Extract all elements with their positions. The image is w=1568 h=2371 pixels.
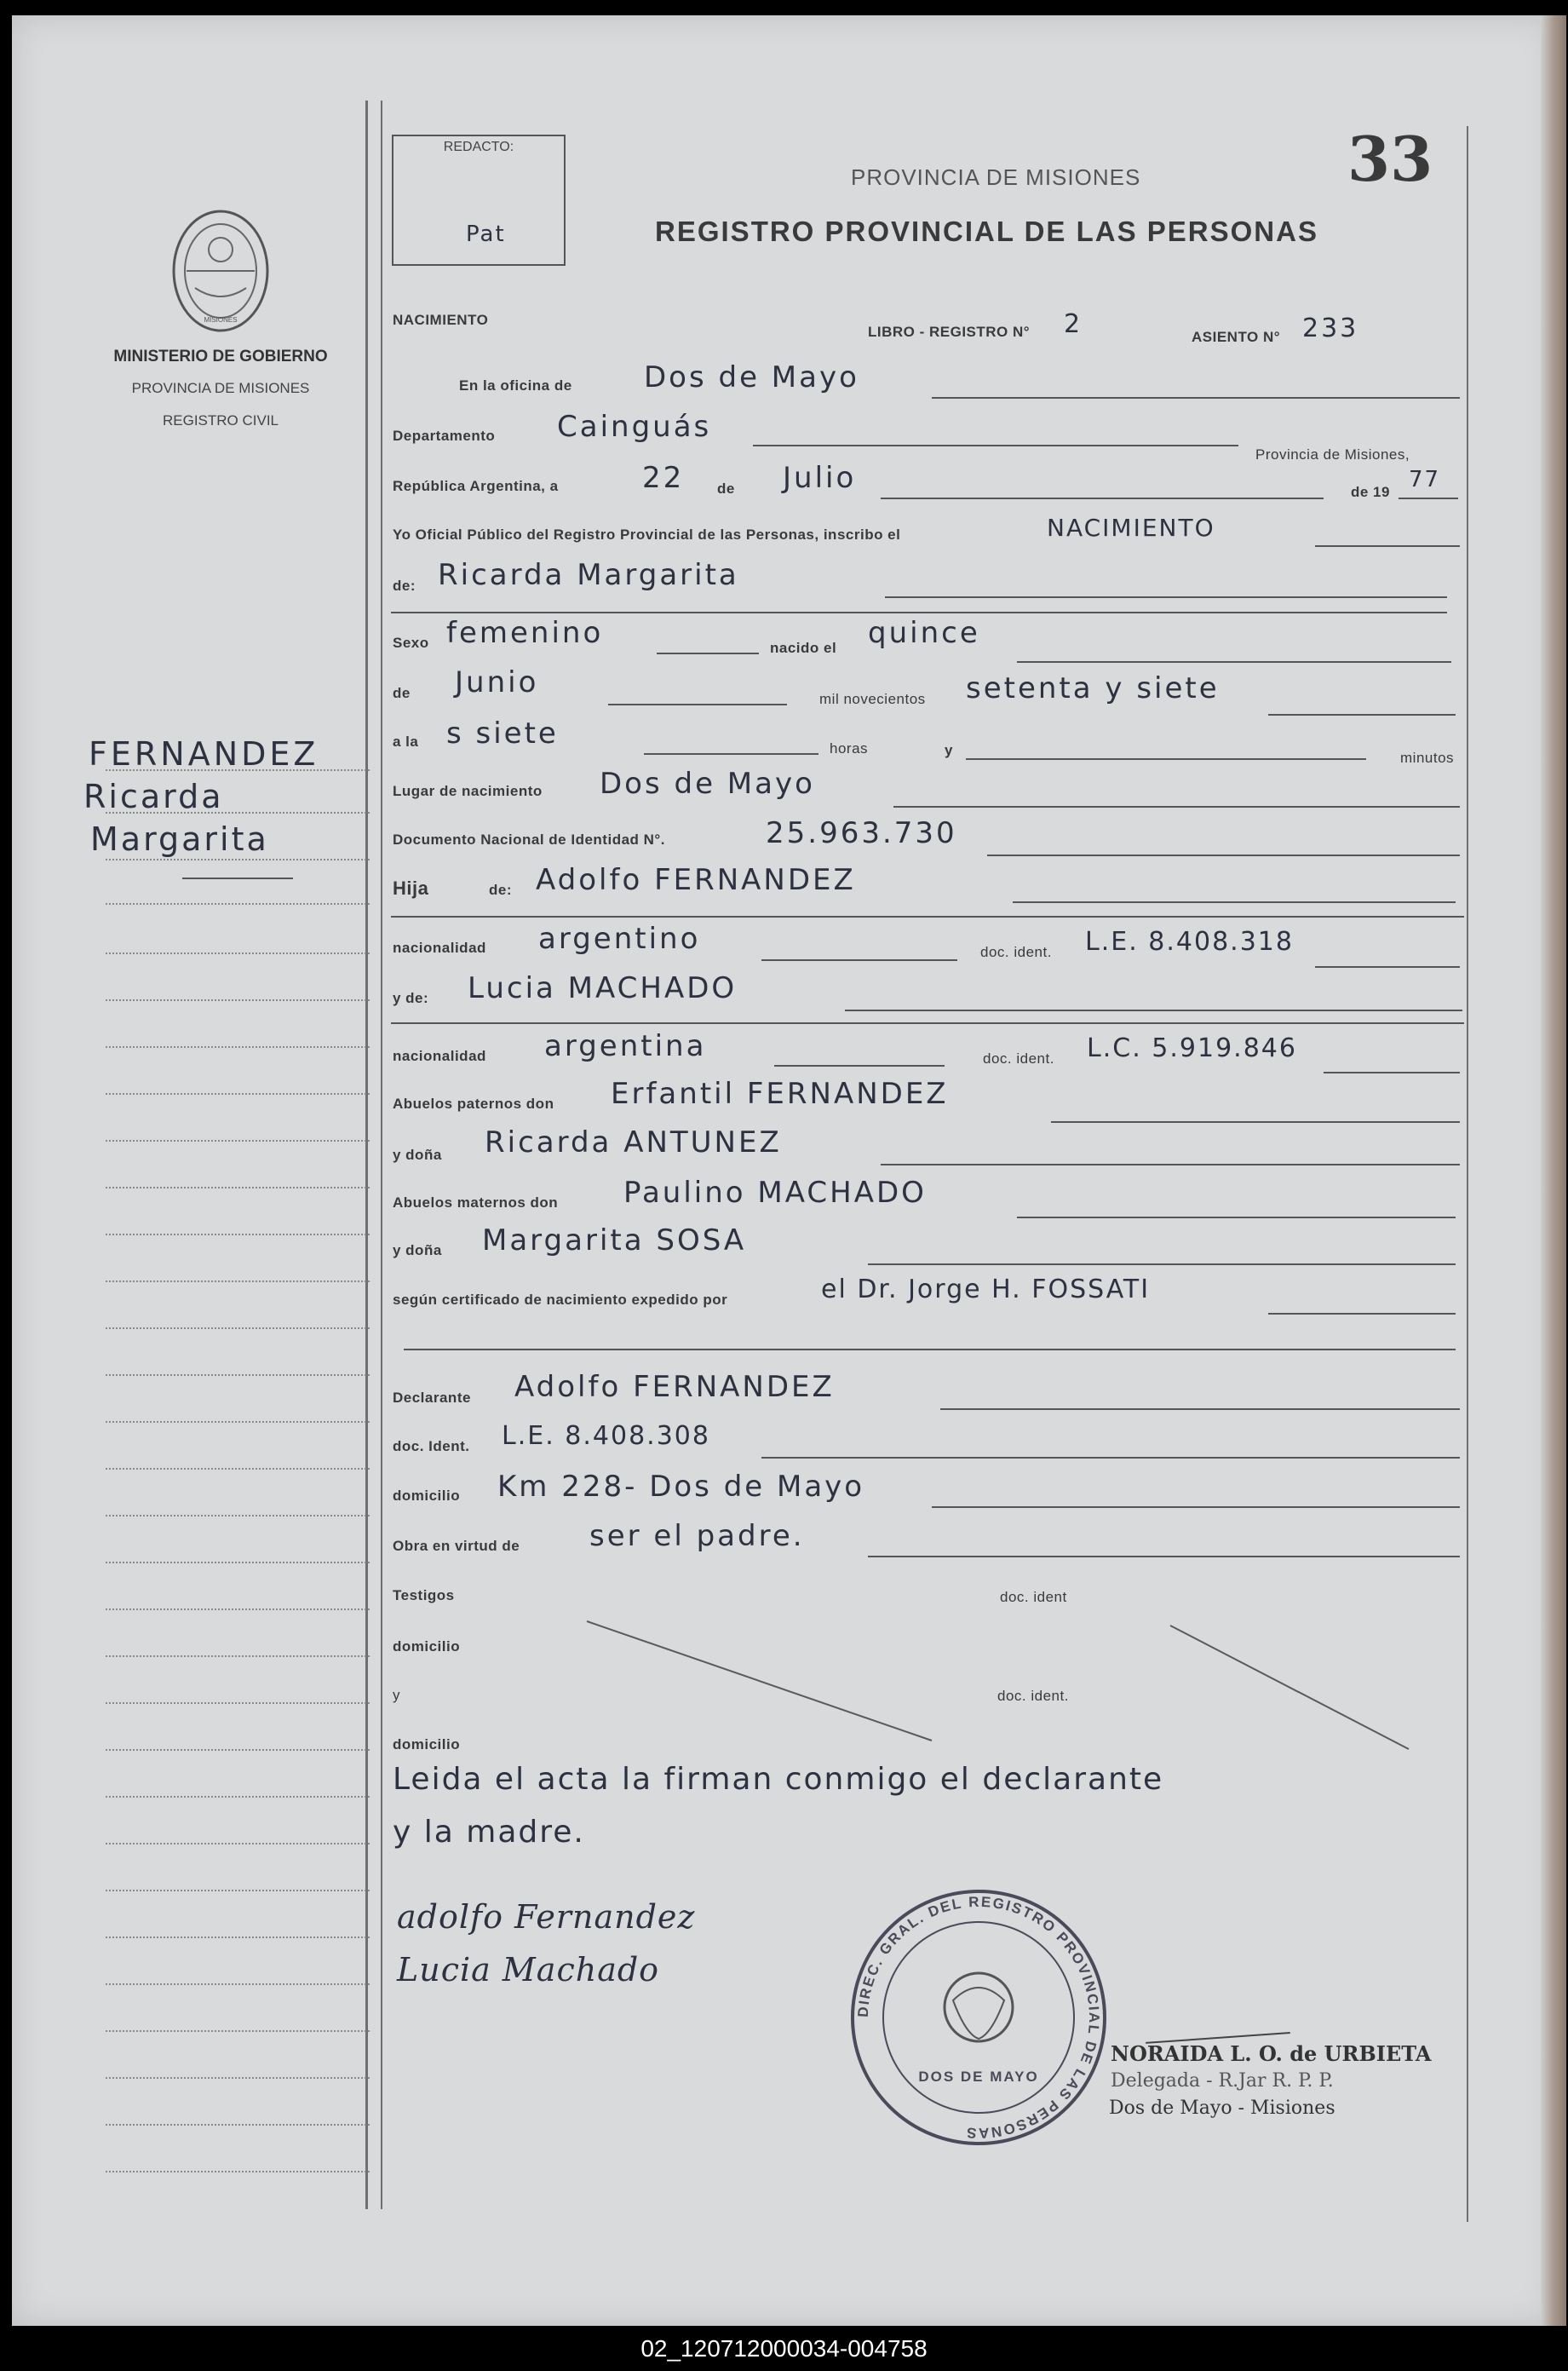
birth-year-words: setenta y siete [966, 671, 1220, 705]
page-number: 33 [1347, 123, 1433, 195]
margin-line [106, 2077, 370, 2079]
y2-label: y [393, 1687, 400, 1703]
oficina-label: En la oficina de [459, 377, 572, 394]
cert-label: según certificado de nacimiento expedido por [393, 1292, 728, 1308]
margin-middle-name: Margarita [90, 820, 269, 858]
asiento-label: ASIENTO N° [1192, 329, 1281, 345]
madre-nac: argentina [544, 1029, 707, 1063]
registry-subtitle: REGISTRO CIVIL [162, 412, 279, 429]
dni-label: Documento Nacional de Identidad N°. [393, 832, 665, 848]
closing-line-1: Leida el acta la firman conmigo el declarante [393, 1762, 1164, 1797]
domicilio-value: Km 228- Dos de Mayo [497, 1470, 865, 1504]
image-caption: 02_120712000034-004758 [0, 2326, 1568, 2371]
obra-label: Obra en virtud de [393, 1538, 520, 1554]
domicilio2-label: domicilio [393, 1638, 461, 1655]
asiento-value: 233 [1302, 314, 1359, 343]
mil-label: mil novecientos [819, 691, 926, 707]
libro-label: LIBRO - REGISTRO N° [868, 324, 1031, 340]
margin-line [106, 2030, 370, 2032]
oficial-value: NACIMIENTO [1047, 514, 1215, 542]
doc-ident2-label: doc. ident [1000, 1589, 1067, 1605]
minutos-label: minutos [1400, 750, 1455, 766]
obra-value: ser el padre. [589, 1519, 805, 1553]
month-value: Julio [783, 461, 857, 495]
ab-mat-dona: Margarita SOSA [482, 1223, 747, 1257]
signature-father: adolfo Fernandez [397, 1898, 696, 1936]
margin-line [106, 1937, 370, 1938]
doc-ident-label: doc. ident. [983, 1050, 1054, 1067]
province-subtitle: PROVINCIA DE MISIONES [131, 380, 310, 396]
signature-mother: Lucia Machado [397, 1951, 660, 1988]
padre-doc: L.E. 8.408.318 [1085, 927, 1294, 957]
oficial-text: Yo Oficial Público del Registro Provincial de las Personas, inscribo el [393, 527, 901, 543]
margin-line [106, 1983, 370, 1985]
stamp-text: DIREC. GRAL. DEL REGISTRO PROVINCIAL DE LAS PERSONAS [854, 1893, 1103, 2142]
padre-nac: argentino [538, 922, 701, 956]
lugar-value: Dos de Mayo [600, 767, 815, 801]
seal-small-text: MISIONES [204, 316, 238, 324]
day-value: 22 [642, 461, 685, 495]
y-label: y [945, 742, 953, 758]
official-role: Delegada - R.Jar R. P. P. [1111, 2070, 1334, 2092]
ab-mat-label: Abuelos maternos don [393, 1194, 559, 1211]
madre-doc: L.C. 5.919.846 [1087, 1033, 1297, 1063]
official-stamp-icon [842, 1881, 1115, 2154]
ab-pat-label: Abuelos paternos don [393, 1096, 554, 1112]
declarante-label: Declarante [393, 1390, 471, 1406]
y-dona-label: y doña [393, 1147, 442, 1163]
de-label: de [717, 481, 735, 497]
horas-label: horas [830, 740, 869, 757]
stamp-inner: DOS DE MAYO [918, 2069, 1039, 2085]
margin-surname: FERNANDEZ [89, 735, 319, 773]
padre-de-label: de: [489, 882, 512, 898]
official-place: Dos de Mayo - Misiones [1109, 2098, 1335, 2119]
margin-line [106, 2171, 370, 2172]
redacto-label: REDACTO: [443, 140, 514, 154]
testigos-label: Testigos [393, 1587, 455, 1603]
departamento-label: Departamento [393, 428, 496, 444]
provincia-suffix: Provincia de Misiones, [1255, 446, 1410, 463]
margin-line [106, 1890, 370, 1891]
redacto-initials: Pat [466, 222, 506, 247]
hora-value: s siete [446, 716, 559, 751]
svg-text:DIREC. GRAL. DEL REGISTRO PROV [855, 1894, 1102, 2141]
margin-name: Ricarda [83, 778, 224, 815]
lugar-label: Lugar de nacimiento [393, 783, 543, 799]
year-label: de 19 [1351, 484, 1390, 500]
name-value: Ricarda Margarita [438, 558, 739, 592]
ministry-title: MINISTERIO DE GOBIERNO [113, 348, 328, 365]
ab-mat-don: Paulino MACHADO [623, 1176, 927, 1210]
province-heading: PROVINCIA DE MISIONES [851, 164, 1141, 190]
document-page [12, 15, 1555, 2326]
nacido-value: quince [868, 616, 980, 650]
y-dona-label: y doña [393, 1242, 442, 1258]
dni-value: 25.963.730 [766, 816, 957, 850]
nac-label: nacionalidad [393, 940, 486, 956]
decl-doc-label: doc. Ident. [393, 1438, 470, 1454]
birth-month: Junio [455, 665, 539, 699]
official-name: NORAIDA L. O. de URBIETA [1111, 2041, 1432, 2066]
doc-ident-label: doc. ident. [980, 944, 1052, 960]
closing-line-2: y la madre. [393, 1815, 585, 1850]
nacido-label: nacido el [770, 640, 837, 656]
madre-label: y de: [393, 990, 429, 1006]
decl-doc-value: L.E. 8.408.308 [502, 1421, 710, 1451]
ab-pat-don: Erfantil FERNANDEZ [611, 1077, 949, 1111]
ab-pat-dona: Ricarda ANTUNEZ [485, 1125, 782, 1160]
libro-value: 2 [1064, 309, 1083, 339]
registry-heading: REGISTRO PROVINCIAL DE LAS PERSONAS [655, 216, 1318, 247]
margin-line [106, 2124, 370, 2126]
declarante-value: Adolfo FERNANDEZ [514, 1370, 835, 1404]
hijo-label: Hija [393, 878, 429, 899]
madre-value: Lucia MACHADO [468, 971, 738, 1005]
cancel-strokes [12, 15, 1555, 1890]
a-las-label: a la [393, 734, 419, 750]
sexo-value: femenino [446, 616, 604, 650]
republica-label: República Argentina, a [393, 478, 559, 494]
cert-value: el Dr. Jorge H. FOSSATI [821, 1275, 1151, 1304]
de2-label: de [393, 685, 411, 701]
domicilio-label: domicilio [393, 1488, 461, 1504]
departamento-value: Cainguás [557, 410, 712, 444]
de-name-label: de: [393, 578, 416, 594]
oficina-value: Dos de Mayo [644, 360, 859, 394]
domicilio3-label: domicilio [393, 1736, 461, 1752]
doc-ident3-label: doc. ident. [997, 1688, 1069, 1704]
sexo-label: Sexo [393, 635, 429, 651]
official-signature-mark [1144, 2008, 1290, 2044]
padre-value: Adolfo FERNANDEZ [536, 863, 856, 897]
year-value: 77 [1409, 467, 1441, 492]
nac-label: nacionalidad [393, 1048, 486, 1064]
record-type-label: NACIMIENTO [393, 312, 489, 328]
